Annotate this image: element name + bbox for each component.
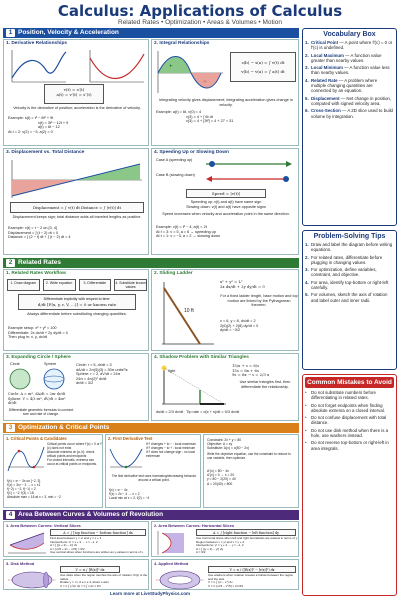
panel-shadow-problem	[151, 353, 299, 421]
box-formula: d/dt [F(x, y, r, V, …)] = 0 or known rate	[37, 302, 117, 307]
example-line: Region between x = y² and x = y + 2	[196, 539, 245, 544]
item-text: Do not confuse displacement with total distance.	[311, 415, 387, 426]
example-line: f′(x) = 2x − 4 → x = 2	[109, 492, 140, 496]
speed-formula-box: Speed = |v(t)|	[186, 189, 266, 198]
mistakes-list	[303, 390, 396, 453]
section-label: Area Between Curves & Volumes of Revolution	[18, 511, 164, 518]
vocabulary-list	[303, 40, 396, 121]
rule-speeding-up: Speeding up: v(t) and a(t) have same sign	[190, 200, 262, 204]
mistake-item	[303, 440, 396, 453]
example-line: f(−2) = −2, f(−1) = 2	[7, 487, 36, 491]
tip-item	[303, 242, 396, 255]
svg-text:+: +	[169, 64, 173, 70]
example-line: Intersections: y² = y + 2 → y = −1, 2	[196, 543, 244, 547]
panel-title: 1. Derivative Relationships	[6, 41, 68, 46]
panel-note: Use vertical slices when functions are written as y-values in terms of x.	[50, 550, 144, 554]
rule-slowing-down: Slowing down: v(t) and a(t) have opposite signs	[186, 204, 266, 209]
panel-note: Integrating velocity gives displacement; integrating acceleration gives change in velocity.	[159, 98, 293, 107]
vertical-area-formula: A = ∫ [top function − bottom function] dx	[50, 529, 146, 536]
panel-note: Displacement keeps sign; total distance adds all traveled lengths as positive.	[12, 215, 142, 219]
panel-expanding-circle-sphere	[3, 353, 149, 421]
example-block	[208, 574, 298, 588]
example-line: ds/dt = 2/3 dx/dt	[156, 410, 184, 414]
example-line: 24π = 4π(2)² dr/dt	[76, 376, 107, 381]
disk-method-graph	[6, 566, 58, 590]
panel-applied-method	[151, 559, 299, 590]
example-line: A = ∫ [(y + 2) − y²] dy	[196, 546, 224, 551]
item-number: •	[305, 402, 307, 408]
item-text: — A problem where multiple changing quantities are connected by an equation.	[311, 77, 378, 94]
case-b-arrows	[202, 172, 296, 186]
vocabulary-item	[303, 40, 396, 53]
equation-line: 15s = 6x + 6s	[232, 367, 259, 373]
tip-item	[303, 292, 396, 305]
workflow-steps	[7, 279, 147, 291]
item-number: •	[305, 415, 307, 421]
item-number: •	[305, 390, 307, 395]
example-block	[8, 116, 146, 134]
mistake-item	[303, 403, 396, 416]
panel-area-horizontal	[151, 521, 299, 557]
example-line: Intersections: x² = x + 2 → x = −1, 2	[50, 539, 98, 544]
example-line: f(1) = −2, f(3) = 18	[7, 491, 34, 495]
formula-acceleration: a(t) = v′(t) = s″(t)	[56, 92, 92, 97]
example-line: f(x) = x² − 4x	[109, 488, 128, 492]
example-block	[156, 110, 296, 124]
displacement-formula-box: Displacement = ∫ v(t) dt Distance = ∫ |v(t)| dt	[10, 202, 144, 213]
item-text: For volumes, sketch the axis of rotation and label outer and inner radii.	[311, 292, 388, 303]
example-line: Displacement = ∫ (t − 2) dt = 0	[8, 230, 59, 235]
panel-note: Speed increases when velocity and acceleration point in the same direction.	[162, 212, 290, 216]
item-term: Related Rate	[311, 77, 338, 83]
tip-item	[303, 267, 396, 280]
example-block	[50, 537, 148, 555]
item-text: — A 2D slice used to build volume by integration.	[311, 108, 393, 119]
example-line: Example: s(t) = t³ − 6t² + 9t	[8, 116, 54, 120]
first-derivative-graph	[108, 443, 144, 473]
example-line: Absolute max = 18 at x = 3, min = −2	[7, 495, 61, 499]
example-line: a(t) = 6t − 12	[38, 125, 60, 130]
example-line: A = [x²/2 + 2x − x³/3] = 9/2	[50, 546, 85, 551]
rule-line: Critical points occur where f′(c) = 0 or f′(c) does not exist	[47, 442, 102, 450]
panel-title: 2. Area Between Curves: Horizontal Slices	[154, 523, 235, 528]
item-text: — A function value greater than nearby values.	[311, 52, 382, 63]
panel-note: Velocity is the derivative of position; acceleration is the derivative of velocity.	[13, 106, 141, 110]
shadow-diagram	[156, 364, 228, 408]
formula-displacement: s(b) − s(a) = ∫ v(t) dt	[241, 60, 285, 65]
example-line: V = π [x³/3 − x⁵/5] = 2π/15	[208, 583, 243, 588]
workflow-step: 2. Write equation	[43, 279, 76, 291]
setup-line: Objective: A = xy	[207, 442, 233, 447]
vocabulary-item	[303, 65, 396, 78]
panel-title: 3. Displacement vs. Total Distance	[6, 150, 85, 155]
position-graph	[8, 48, 68, 86]
example-line: Local min at x = 2, f(2) = −4	[109, 496, 150, 500]
panel-displacement-distance	[3, 148, 149, 255]
item-text: For optimization, define variables, constraint, and objective.	[311, 267, 377, 278]
section-header-2	[3, 258, 299, 268]
formula-velocity: v(t) = s′(t)	[63, 87, 85, 92]
panel-title: 3. Expanding Circle / Sphere	[6, 355, 71, 360]
item-number: 5.	[305, 292, 309, 298]
formula-sphere: Sphere: V = 4/3 πr³, dV/dt = 4πr² dr/dt	[8, 396, 66, 406]
page-title: Calculus: Applications of Calculus	[57, 2, 343, 20]
horizontal-area-formula: A = ∫ [right function − left function] dy	[196, 529, 296, 536]
horizontal-slices-graph	[154, 529, 194, 557]
setup-line: Substitute: A(x) = x(80 − 2x)	[207, 446, 250, 451]
item-number: 2.	[305, 52, 309, 58]
rule-line: Absolute extrema on [a, b]: check critical points and endpoints	[47, 449, 95, 458]
example-block	[109, 488, 199, 500]
item-text: For related rates, differentiate before plugging in changing values.	[311, 254, 383, 265]
item-term: Cross-Section	[311, 108, 341, 114]
case-b-label: Case B (slowing down)	[156, 173, 195, 177]
panel-title: 3. Disk Method	[6, 561, 35, 566]
item-term: Local Minimum	[311, 65, 343, 71]
item-text: Do not forget endpoints when finding absolute extrema on a closed interval.	[311, 402, 385, 413]
equation-differentiated: 2x dx/dt + 2y dy/dt = 0	[220, 283, 265, 289]
panel-title: 4. Speeding Up or Slowing Down	[154, 150, 229, 155]
formula-circle: Circle: A = πr², dA/dt = 2πr dr/dt	[8, 392, 66, 396]
vertical-slices-graph	[6, 529, 48, 557]
ladder-equations	[220, 280, 298, 289]
item-text: — A point where f′(c) = 0 or f′(c) is undefined.	[311, 40, 393, 51]
section-number: 4	[6, 511, 15, 519]
panel-title: 1. Area Between Curves: Vertical Slices	[6, 523, 81, 528]
ladder-length-label: 10 ft	[184, 308, 194, 314]
panel-title: 2. First Derivative Test	[108, 436, 153, 441]
panel-derivative-relationships	[3, 39, 149, 146]
example-line: dy/dt = −3/2	[220, 328, 241, 333]
vocabulary-item	[303, 78, 396, 96]
item-text: Do not use disk method when there is a hole, use washers instead.	[311, 427, 389, 439]
panel-speeding-up	[151, 148, 299, 255]
rule-line: If f′ changes + to − : local maximum	[146, 442, 197, 446]
example-line: Example: v(t) = t − 2 on [0, 4]	[8, 226, 57, 230]
example-line: At t = 2: v(2) = −3, a(2) = 0	[8, 129, 53, 134]
section-number: 2	[6, 259, 15, 267]
section-number: 3	[6, 424, 15, 432]
workflow-step: 4. Substitute known values	[115, 281, 146, 289]
example-line: A′(x) = 0 → x = 20	[207, 473, 235, 478]
example-line: Find area between y = x² and y = x + 2	[50, 536, 102, 540]
example-line: A = 20(40) = 800	[207, 481, 233, 486]
example-line: y = 80 − 2(20) = 40	[207, 477, 236, 482]
equation-line: 15/x + s = 6/s	[232, 363, 260, 368]
washer-formula: V = π ∫ ([R(x)]² − [r(x)]²) dx	[208, 566, 296, 573]
critical-points-graph	[6, 443, 46, 475]
vocabulary-title: Vocabulary Box	[323, 31, 376, 38]
example-block	[76, 363, 148, 386]
example-line: V = π ∫ (√x)² dx = π ∫ x dx = 8π	[60, 583, 101, 588]
example-line: Example: a(t) = 6t, v(0) = 4	[156, 110, 202, 114]
critical-points-rules	[47, 443, 102, 466]
panel-title: 1. Critical Points & Candidates	[6, 436, 67, 441]
example-line: x = 6, y = 8, dx/dt = 2	[220, 319, 256, 323]
section-label: Optimization & Critical Points	[18, 424, 110, 431]
case-a-arrows	[202, 157, 296, 171]
example-line: 2(6)(2) + 2(8) dy/dt = 0	[220, 323, 259, 328]
panel-note: Differentiate geometric formulas to connect size and rate of change.	[8, 408, 74, 416]
example-line: At t = 3: v = 5, a = 6 → speeding up	[156, 229, 216, 234]
ladder-diagram	[156, 280, 216, 348]
circle-sphere-formulas	[8, 392, 74, 406]
example-block	[196, 537, 298, 555]
example-line: dA/dt = 2π(5)(3) = 30π units²/s	[76, 367, 128, 372]
example-block	[7, 479, 103, 499]
formula-velocity-change: v(b) − v(a) = ∫ a(t) dt	[241, 69, 285, 74]
item-text: Do not reverse top-bottom or right-left in area integrals.	[311, 440, 389, 451]
mistakes-box	[302, 374, 397, 596]
footer-link[interactable]: Learn more at LiveStudyPhysics.com	[109, 591, 191, 596]
panel-disk-method	[3, 559, 149, 590]
item-text: — Net change in position, computed with signed velocity area.	[311, 95, 392, 106]
example-line: A = ∫ [(x + 2) − x²] dx	[50, 543, 78, 547]
panel-note: Use disks when the region touches the axis of rotation; R(x) is the radius.	[60, 573, 148, 581]
example-line: v(3) = 4 + ∫ 6t dt	[186, 114, 213, 119]
tip-item	[303, 280, 396, 293]
panel-related-rates-workflow	[3, 269, 149, 351]
example-line: Differentiate: 2x dx/dt + 2y dy/dt = 0	[8, 330, 68, 335]
implicit-diff-box	[18, 294, 136, 310]
vocabulary-item	[303, 108, 396, 121]
panel-area-vertical	[3, 521, 149, 557]
panel-title: 1. Related Rates Workflow	[6, 271, 66, 276]
item-number: 3.	[305, 267, 309, 273]
panel-note: Write the objective equation, use the constraint to reduce to one variable, then optimize.	[207, 452, 291, 460]
item-number: 5.	[305, 95, 309, 101]
rule-line: For closed intervals, extrema can occur at critical points or endpoints.	[47, 457, 97, 466]
example-line: Example: v(t) = t² − 4, a(t) = 2t	[156, 225, 207, 229]
example-block	[8, 326, 146, 340]
panel-title: 2. Integral Relationships	[154, 41, 210, 46]
panel-note: Always differentiate before substituting changing quantities.	[27, 312, 127, 316]
item-number: 4.	[305, 279, 309, 285]
derivative-formula-box	[44, 84, 104, 104]
page-subtitle: Related Rates • Optimization • Areas & Volumes • Motion	[118, 19, 282, 26]
circle-label: Circle	[10, 362, 20, 366]
item-text: Do not substitute numbers before differentiating in related rates.	[311, 390, 376, 401]
example-line: Example setup: x² + y² = 100	[8, 326, 57, 330]
item-number: •	[305, 427, 307, 433]
example-line: At t = 1: v = −3, a = 2 → slowing down	[156, 234, 221, 239]
item-number: 6.	[305, 108, 309, 114]
mistake-item	[303, 390, 396, 403]
example-block	[220, 319, 298, 333]
example-line: V = π ∫ (x² − x⁴) dx	[208, 580, 233, 584]
section-number: 1	[6, 29, 15, 37]
box-heading: Differentiate implicitly with respect to time:	[43, 297, 111, 301]
svg-text:−: −	[203, 79, 207, 85]
light-label: light	[168, 368, 176, 373]
example-block	[60, 574, 148, 588]
example-line: v(t) = 3t² − 12t + 9	[38, 120, 69, 125]
case-a-label: Case A (speeding up)	[156, 158, 193, 162]
panel-note: Use washers when rotation creates a hollow between the region and the axis.	[208, 573, 294, 581]
first-derivative-rules	[146, 443, 200, 459]
vocabulary-box	[302, 28, 397, 226]
section-header-4	[3, 510, 299, 520]
item-number: •	[305, 440, 307, 446]
vocabulary-item	[303, 53, 396, 66]
panel-integral-relationships	[151, 39, 299, 146]
item-number: 1.	[305, 242, 309, 247]
tips-box	[302, 230, 397, 370]
vocabulary-item	[303, 96, 396, 109]
shadow-equations	[232, 364, 298, 378]
setup-line: Constraint: 2x + y = 80	[207, 438, 242, 442]
example-line: Tip rate = d(x + s)/dt = 5/3 dx/dt	[186, 410, 240, 414]
item-text: Draw and label the diagram before writing equations.	[311, 242, 393, 253]
equation-line: 9s = 6x → s = 2/3 x	[232, 372, 270, 378]
mistake-item	[303, 428, 396, 441]
item-number: 1.	[305, 40, 309, 45]
example-line: f′(x) = 3x² − 3 → x = ±1	[7, 483, 41, 487]
panel-note: Use similar triangles first, then differentiate the relationship.	[239, 380, 291, 389]
item-term: Critical Point	[311, 40, 339, 45]
example-line: Sphere: r = 2, dV/dt = 24π	[76, 372, 121, 377]
rule-line: If f′ changes − to + : local minimum	[146, 445, 196, 450]
rule-line: If f′ does not change sign : no local extremum	[146, 449, 195, 458]
section-header-1	[3, 28, 299, 38]
velocity-area-graph	[155, 49, 225, 95]
panel-title: 4. Shadow Problem with Similar Triangles	[154, 355, 249, 360]
disk-formula: V = π ∫ [R(x)]² dx	[60, 566, 120, 573]
item-term: Displacement	[311, 95, 340, 101]
mistake-item	[303, 415, 396, 428]
speed-rules	[156, 200, 296, 209]
displacement-graph	[8, 158, 146, 200]
panel-note: Use horizontal slices when left and right boundaries are easiest in terms of y.	[196, 536, 298, 540]
example-line: dr/dt = 3/2	[76, 381, 94, 386]
tip-item	[303, 255, 396, 268]
sphere-label: Sphere	[44, 362, 57, 366]
circle-sphere-figures	[8, 367, 72, 391]
item-text: For area, identify top-bottom or right-left carefully.	[311, 279, 389, 291]
example-line: v(3) = 4 + [3t²] = 4 + 27 = 31	[186, 119, 234, 124]
example-line: A′(x) = 80 − 4x	[207, 469, 229, 473]
tips-list	[303, 242, 396, 305]
tips-title: Problem-Solving Tips	[313, 233, 386, 240]
integral-formula-box	[230, 52, 296, 82]
section-label: Related Rates	[18, 259, 61, 266]
panel-note: The first derivative test uses increasing/decreasing behavior around a critical point.	[111, 474, 197, 482]
section-header-3	[3, 423, 299, 433]
item-number: 2.	[305, 254, 309, 260]
panel-optimization-setup	[203, 434, 299, 508]
example-block	[8, 226, 146, 240]
mistakes-title: Common Mistakes to Avoid	[305, 377, 394, 388]
section-label: Position, Velocity & Acceleration	[18, 29, 119, 36]
equation-pythagorean: x² + y² = L²	[220, 279, 243, 284]
example-line: Circle: r = 5, dr/dt = 3	[76, 363, 112, 367]
panel-first-derivative-test	[105, 434, 201, 508]
panel-critical-points	[3, 434, 103, 508]
panel-title: 4. Applied Method	[154, 561, 189, 566]
velocity-graph	[86, 48, 146, 86]
example-block	[207, 469, 297, 486]
panel-note: For a fixed ladder length, base motion and top motion are linked by the Pythagorean theorem.	[220, 294, 298, 308]
example-line: Rotate y = √x, 0 ≤ x ≤ 4, about x-axis	[60, 580, 109, 584]
workflow-step: 3. Differentiate	[79, 279, 112, 291]
item-number: 3.	[305, 65, 309, 71]
workflow-step: 1. Draw diagram	[7, 279, 40, 291]
item-number: 4.	[305, 77, 309, 83]
item-text: — A function value less than nearby values.	[311, 65, 390, 76]
example-line: Then plug in: x, y, dx/dt	[8, 335, 47, 340]
example-line: A = 9/2	[196, 550, 206, 554]
item-term: Local Maximum	[311, 52, 344, 58]
example-line: f(x) = x³ − 3x on [−2, 3]	[7, 479, 41, 483]
example-line: Distance = ∫ (2 − t) dt + ∫ (t − 2) dt = 4	[8, 235, 71, 240]
example-block	[156, 225, 296, 239]
optimization-setup	[207, 438, 297, 451]
example-block	[156, 410, 296, 415]
panel-title: 2. Sliding Ladder	[154, 271, 193, 276]
washer-method-graph	[154, 566, 206, 590]
panel-sliding-ladder	[151, 269, 299, 351]
